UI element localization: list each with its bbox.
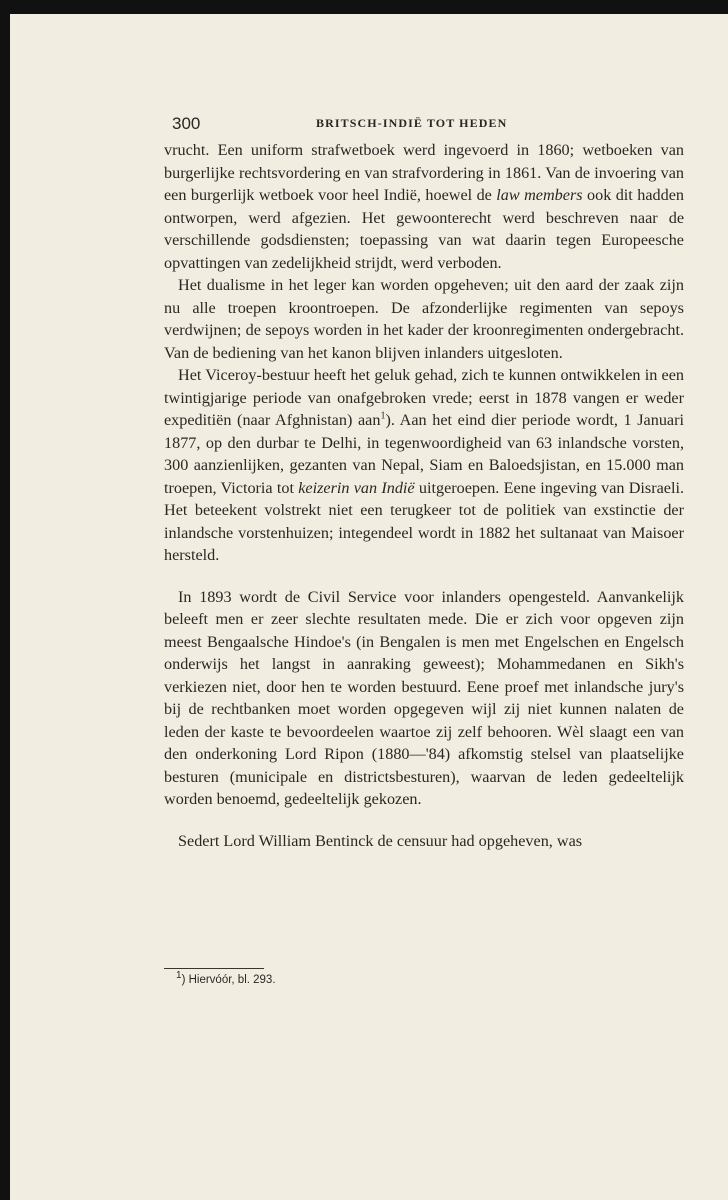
paragraph-text: ook dit hadden ontworpen, werd afgezien. Het gewoonterecht werd beschreven naar de verschillende godsdiensten; toepassing van wat daarin tegen Europeesche opvattingen van zedelijkheid strijdt, werd verboden.: [164, 186, 684, 272]
paragraph-text: vrucht. Een uniform strafwetboek werd ingevoerd in 1860; wetboeken van burgerlijke rechtsvordering en van strafvordering in 1861. Van de invoering van een burgerlijk wetboek voor heel Indië, hoewel de: [164, 141, 684, 204]
emphasis-text: keizerin van Indië: [298, 478, 415, 497]
page-header: [10, 114, 728, 134]
paragraph: [164, 139, 684, 274]
footnote-marker: 1: [176, 970, 182, 982]
paragraph-text: Het Viceroy-bestuur heeft het geluk gehad, zich te kunnen ontwikkelen in een twintigjarige periode van onafgebroken vrede; eerst in 1878 vangen er weder expeditiën (naar Afghnistan) aan: [164, 366, 684, 429]
footnote-divider: [164, 968, 264, 969]
paragraph: Sedert Lord William Bentinck de censuur had opgeheven, was: [178, 831, 583, 850]
footnote-reference[interactable]: 1: [380, 410, 386, 422]
emphasis-text: law members: [496, 186, 583, 204]
footnote: [176, 970, 276, 986]
paragraph: Het dualisme in het leger kan worden opgeheven; uit den aard der zaak zijn nu alle troepen kroontroepen. De afzonderlijke regimenten van sepoys verdwijnen; de sepoys worden in het kader der kroonregimenten ondergebracht. Van de bediening van het kanon blijven inlanders uitgesloten.: [164, 276, 684, 362]
footnote-text: ) Hiervóór, bl. 293.: [181, 974, 276, 986]
body-text: [164, 139, 684, 852]
paragraph: [164, 364, 684, 567]
running-head: BRITSCH-INDIË TOT HEDEN: [316, 116, 508, 130]
page-number: 300: [172, 114, 201, 133]
paragraph-text: uitgeroepen. Eene ingeving van Disraeli. Het beteekent volstrekt niet een terugkeer tot de politiek van exstinctie der inlandsche vorstenhuizen; integendeel wordt in 1882 het sultanaat van Maisoer hersteld.: [164, 478, 685, 564]
paragraph-text: ). Aan het eind dier periode wordt, 1 Januari 1877, op den durbar te Delhi, in tegenwoordigheid van 63 inlandsche vorsten, 300 aanzienlijken, gezanten van Nepal, Siam en Baloedsjistan, en 15.000 man troepen, Victoria tot: [164, 411, 685, 497]
paragraph: In 1893 wordt de Civil Service voor inlanders opengesteld. Aanvankelijk beleeft men er zeer slechte resultaten mede. Die er zich voor opgeven zijn meest Bengaalsche Hindoe's (in Bengalen is men met Engelschen en Engelsch onderwijs het langst in aanraking geweest); Mohammedanen en Sikh's verkiezen niet, door hen te worden bestuurd. Eene proef met inlandsche jury's bij de rechtbanken moet worden opgegeven wijl zij niet kunnen nalaten de leden der kaste te bevoordeelen waartoe zij zelf behooren. Wèl slaagt een van den onderkoning Lord Ripon (1880—'84) afkomstig stelsel van plaatselijke besturen (municipale en districtsbesturen), waarvan de leden gedeeltelijk worden benoemd, gedeeltelijk gekozen.: [164, 587, 684, 808]
